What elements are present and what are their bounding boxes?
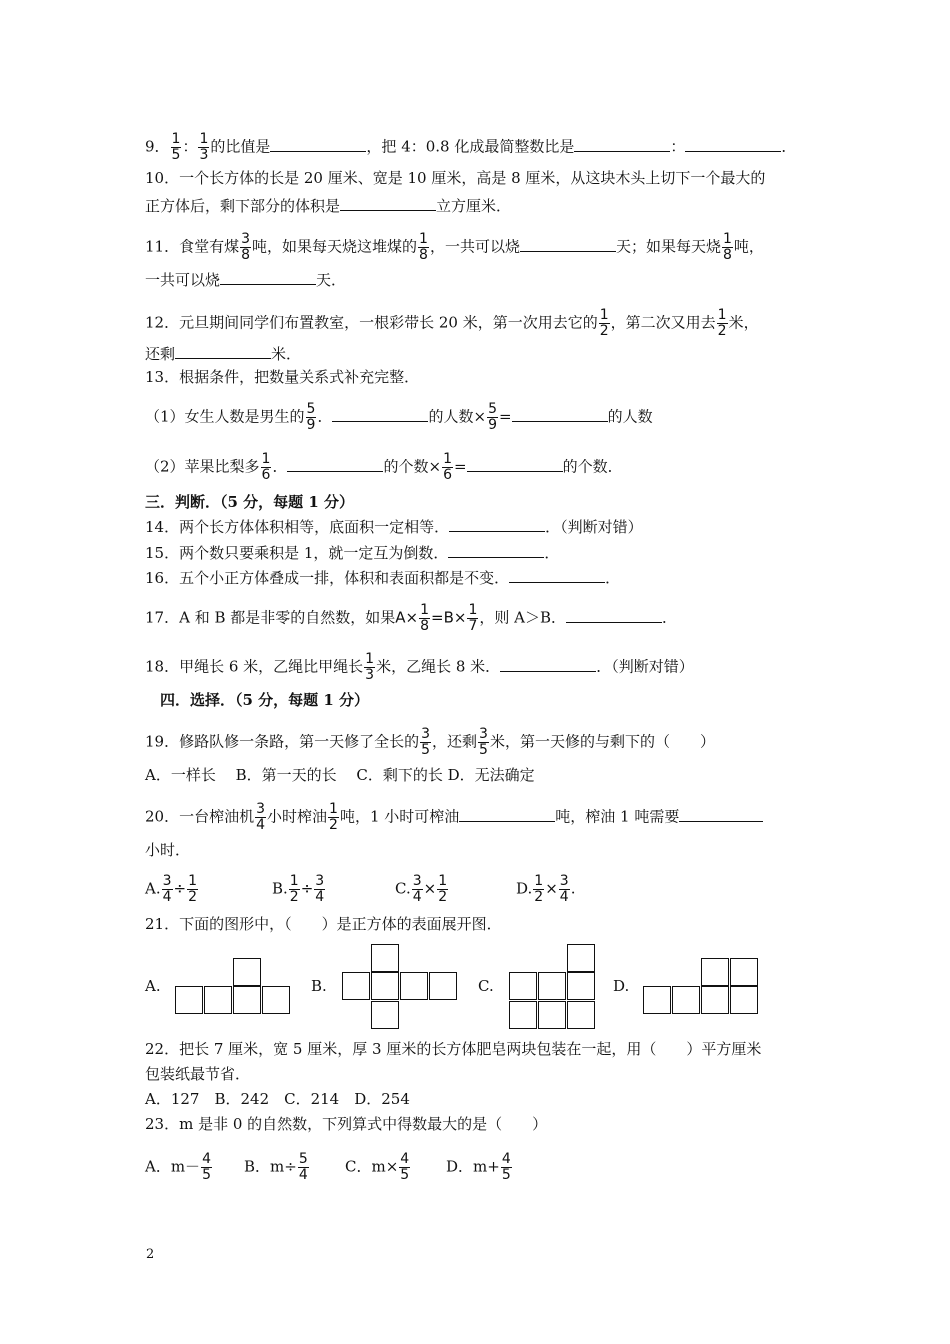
answer-blank[interactable] bbox=[449, 515, 545, 532]
net-square bbox=[643, 986, 671, 1014]
period: ． bbox=[605, 569, 621, 587]
fraction: $\frac{1}{2}$ bbox=[329, 801, 338, 833]
question-text: 小时榨油 bbox=[267, 807, 328, 826]
fraction: $\frac{4}{5}$ bbox=[202, 1151, 211, 1183]
period: ． bbox=[317, 407, 333, 426]
question-10-line-2 bbox=[145, 194, 511, 216]
question-text: 一共可以烧 bbox=[145, 271, 221, 289]
net-square bbox=[509, 972, 537, 1000]
question-text: 米， bbox=[728, 313, 759, 332]
question-13-title: 13．根据条件，把数量关系式补充完整． bbox=[145, 368, 420, 386]
question-23-option-a[interactable] bbox=[145, 1152, 213, 1183]
fraction: $\frac{1}{2}$ bbox=[599, 307, 609, 339]
cube-net-option-a[interactable] bbox=[175, 958, 291, 1016]
question-text: 米，乙绳长 8 米． bbox=[376, 657, 501, 676]
fraction: $\frac{1}{8}$ bbox=[722, 231, 732, 263]
answer-blank[interactable] bbox=[520, 235, 616, 252]
answer-blank[interactable] bbox=[574, 135, 670, 152]
net-square bbox=[204, 986, 232, 1014]
question-text: 16．五个小正方体叠成一排，体积和表面积都是不变． bbox=[145, 569, 510, 587]
fraction: $\frac{3}{4}$ bbox=[559, 873, 569, 905]
question-text: 天． bbox=[316, 271, 347, 289]
question-text: ，第二次又用去 bbox=[610, 313, 716, 332]
question-13-part-1 bbox=[145, 402, 653, 433]
fraction: $\frac{1}{6}$ bbox=[261, 451, 271, 483]
fraction: $\frac{5}{9}$ bbox=[488, 401, 497, 433]
question-text: （2）苹果比梨多 bbox=[145, 457, 260, 476]
net-square bbox=[262, 986, 290, 1014]
question-text: 11．食堂有煤 bbox=[145, 237, 240, 256]
answer-blank[interactable] bbox=[459, 805, 555, 822]
option-label: A．m－ bbox=[145, 1157, 201, 1176]
question-text: 17．A 和 B 都是非零的自然数，如果 bbox=[145, 608, 396, 627]
question-12-line-2 bbox=[145, 342, 301, 364]
question-text: 15．两个数只要乘积是 1，就一定互为倒数． bbox=[145, 544, 449, 562]
period: ． bbox=[272, 457, 288, 476]
fraction: $\frac{1}{8}$ bbox=[419, 231, 428, 263]
answer-blank[interactable] bbox=[340, 194, 436, 211]
fraction: $\frac{1}{5}$ bbox=[171, 131, 181, 163]
question-text: 的人数 bbox=[607, 407, 653, 426]
fraction: $\frac{1}{3}$ bbox=[365, 651, 375, 683]
question-text: ．（判断对错） bbox=[545, 518, 643, 536]
question-21: 21．下面的图形中，（ ）是正方体的表面展开图． bbox=[145, 915, 502, 933]
net-square bbox=[538, 972, 566, 1000]
fraction: $\frac{3}{5}$ bbox=[421, 726, 431, 758]
question-15 bbox=[145, 541, 559, 563]
question-text: 的比值是 bbox=[210, 137, 271, 156]
question-number: 9． bbox=[145, 137, 170, 156]
option-label: C．m× bbox=[345, 1157, 399, 1176]
question-11-line-2 bbox=[145, 268, 346, 290]
question-text: 吨，榨油 1 吨需要 bbox=[555, 807, 680, 826]
option-label: B．m÷ bbox=[244, 1157, 297, 1176]
net-square bbox=[567, 944, 595, 972]
question-20-option-b[interactable] bbox=[272, 874, 326, 905]
fraction: $\frac{1}{2}$ bbox=[717, 307, 727, 339]
operator: ÷ bbox=[173, 879, 187, 898]
question-text: 12．元旦期间同学们布置教室，一根彩带长 20 米，第一次用去它的 bbox=[145, 313, 598, 332]
question-23-option-b[interactable] bbox=[244, 1152, 310, 1183]
question-19-options[interactable]: A．一样长 B．第一天的长 C．剩下的长 D．无法确定 bbox=[145, 766, 535, 784]
question-22-line-1: 22．把长 7 厘米，宽 5 厘米，厚 3 厘米的长方体肥皂两块包装在一起，用（ ）平方厘米 bbox=[145, 1040, 762, 1058]
question-10-line-1: 10．一个长方体的长是 20 厘米、宽是 10 厘米，高是 8 厘米，从这块木头上切下一个最大的 bbox=[145, 169, 766, 187]
operator: × bbox=[423, 879, 437, 898]
net-square bbox=[400, 972, 428, 1000]
net-square bbox=[233, 958, 261, 986]
question-text: ，一共可以烧 bbox=[429, 237, 520, 256]
net-square bbox=[730, 986, 758, 1014]
question-text: 14．两个长方体体积相等，底面积一定相等． bbox=[145, 518, 450, 536]
colon: ： bbox=[670, 137, 686, 156]
question-text: 立方厘米． bbox=[436, 197, 512, 215]
colon: ： bbox=[182, 137, 198, 156]
question-text: 的个数． bbox=[562, 457, 623, 476]
question-14 bbox=[145, 515, 643, 537]
net-square bbox=[509, 1001, 537, 1029]
question-text: 还剩 bbox=[145, 345, 176, 363]
cube-net-option-d[interactable] bbox=[643, 958, 759, 1016]
question-22-options[interactable]: A．127 B．242 C．214 D．254 bbox=[145, 1090, 410, 1108]
question-text: ，还剩 bbox=[432, 732, 478, 751]
period: ． bbox=[544, 544, 560, 562]
option-a-label[interactable]: A. bbox=[145, 977, 161, 995]
section-4-heading: 四．选择．（5 分，每题 1 分） bbox=[160, 691, 370, 709]
equals-sign: = bbox=[498, 407, 512, 426]
fraction: $\frac{4}{5}$ bbox=[400, 1151, 410, 1183]
answer-blank[interactable] bbox=[509, 566, 605, 583]
question-23-option-c[interactable] bbox=[345, 1152, 411, 1183]
net-square bbox=[429, 972, 457, 1000]
question-9 bbox=[145, 132, 796, 163]
fraction: $\frac{1}{6}$ bbox=[443, 451, 452, 483]
question-text: 19．修路队修一条路，第一天修了全长的 bbox=[145, 732, 420, 751]
answer-blank[interactable] bbox=[175, 342, 271, 359]
question-13-part-2 bbox=[145, 452, 623, 483]
fraction: $\frac{5}{4}$ bbox=[298, 1151, 308, 1183]
fraction: $\frac{1}{2}$ bbox=[289, 873, 299, 905]
question-23: 23．m 是非 0 的自然数，下列算式中得数最大的是（ ） bbox=[145, 1115, 548, 1133]
operator: ÷ bbox=[300, 879, 314, 898]
net-square bbox=[371, 1001, 399, 1029]
fraction: $\frac{1}{3}$ bbox=[199, 131, 209, 163]
net-square bbox=[672, 986, 700, 1014]
question-text: 正方体后，剩下部分的体积是 bbox=[145, 197, 341, 215]
question-20-option-d[interactable] bbox=[516, 874, 575, 905]
question-text: ，则 A＞B． bbox=[479, 608, 566, 627]
net-square bbox=[701, 958, 729, 986]
question-text: 米，第一天修的与剩下的（ ） bbox=[489, 732, 715, 751]
question-20-option-c[interactable] bbox=[395, 874, 449, 905]
option-b-label[interactable]: B. bbox=[311, 977, 327, 995]
option-label: A. bbox=[145, 879, 161, 898]
section-3-heading: 三．判断．（5 分，每题 1 分） bbox=[145, 493, 355, 511]
fraction: $\frac{1}{7}$ bbox=[468, 602, 478, 634]
answer-blank[interactable] bbox=[270, 135, 366, 152]
question-text: 天；如果每天烧 bbox=[615, 237, 721, 256]
math-expression: A× bbox=[395, 608, 419, 627]
option-label: D. bbox=[516, 879, 533, 898]
fraction: $\frac{3}{4}$ bbox=[162, 873, 172, 905]
fraction: $\frac{3}{4}$ bbox=[315, 873, 325, 905]
option-label: D．m+ bbox=[446, 1157, 500, 1176]
question-text: ．（判断对错） bbox=[596, 657, 694, 676]
question-text: 米． bbox=[271, 345, 302, 363]
option-label: B. bbox=[272, 879, 288, 898]
question-20-line-1 bbox=[145, 802, 763, 833]
answer-blank[interactable] bbox=[679, 805, 763, 822]
net-square bbox=[175, 986, 203, 1014]
question-text: （1）女生人数是男生的 bbox=[145, 407, 305, 426]
fraction: $\frac{1}{2}$ bbox=[534, 873, 544, 905]
question-text: ，把 4：0.8 化成最简整数比是 bbox=[366, 137, 575, 156]
question-text: 吨，1 小时可榨油 bbox=[339, 807, 460, 826]
fraction: $\frac{5}{9}$ bbox=[306, 401, 316, 433]
cube-net-option-c[interactable] bbox=[509, 944, 596, 1030]
question-text: 20．一台榨油机 bbox=[145, 807, 255, 826]
fraction: $\frac{1}{2}$ bbox=[188, 873, 198, 905]
fraction: $\frac{3}{5}$ bbox=[479, 726, 488, 758]
question-text: 18．甲绳长 6 米，乙绳比甲绳长 bbox=[145, 657, 364, 676]
question-19 bbox=[145, 727, 715, 758]
question-text: 的个数× bbox=[383, 457, 442, 476]
question-text: 吨，如果每天烧这堆煤的 bbox=[252, 237, 418, 256]
option-c-label[interactable]: C. bbox=[478, 977, 494, 995]
question-text: 吨， bbox=[733, 237, 764, 256]
cube-net-option-b[interactable] bbox=[342, 944, 458, 1030]
question-20-line-2: 小时． bbox=[145, 841, 191, 859]
question-text: 的人数× bbox=[428, 407, 487, 426]
operator: × bbox=[545, 879, 558, 898]
question-22-line-2: 包装纸最节省． bbox=[145, 1065, 251, 1083]
period: ． bbox=[781, 137, 797, 156]
net-square bbox=[567, 972, 595, 1000]
answer-blank[interactable] bbox=[685, 135, 781, 152]
question-20-option-a[interactable] bbox=[145, 874, 199, 905]
fraction: $\frac{3}{4}$ bbox=[256, 801, 266, 833]
net-square bbox=[371, 944, 399, 972]
net-square bbox=[538, 1001, 566, 1029]
net-square bbox=[342, 972, 370, 1000]
answer-blank[interactable] bbox=[220, 268, 316, 285]
page-number: 2 bbox=[146, 1247, 155, 1262]
net-square bbox=[701, 986, 729, 1014]
option-label: C. bbox=[395, 879, 411, 898]
net-square bbox=[730, 958, 758, 986]
net-square bbox=[567, 1001, 595, 1029]
answer-blank[interactable] bbox=[467, 455, 563, 472]
question-17 bbox=[145, 603, 677, 634]
answer-blank[interactable] bbox=[287, 455, 383, 472]
math-expression: =B× bbox=[431, 608, 467, 627]
fraction: $\frac{3}{4}$ bbox=[412, 873, 422, 905]
fraction: $\frac{4}{5}$ bbox=[501, 1151, 511, 1183]
equals-sign: = bbox=[453, 457, 467, 476]
period: ． bbox=[662, 608, 678, 627]
option-d-label[interactable]: D. bbox=[613, 977, 630, 995]
question-18 bbox=[145, 652, 694, 683]
fraction: $\frac{3}{8}$ bbox=[241, 231, 251, 263]
question-11-line-1 bbox=[145, 232, 764, 263]
fraction: $\frac{1}{8}$ bbox=[420, 602, 430, 634]
answer-blank[interactable] bbox=[500, 655, 596, 672]
fraction: $\frac{1}{2}$ bbox=[438, 873, 448, 905]
question-23-option-d[interactable] bbox=[446, 1152, 513, 1183]
answer-blank[interactable] bbox=[448, 541, 544, 558]
answer-blank[interactable] bbox=[566, 606, 662, 623]
net-square bbox=[233, 986, 261, 1014]
question-12-line-1 bbox=[145, 308, 759, 339]
net-square bbox=[371, 972, 399, 1000]
period: . bbox=[570, 879, 576, 898]
question-16 bbox=[145, 566, 620, 588]
answer-blank[interactable] bbox=[512, 405, 608, 422]
answer-blank[interactable] bbox=[332, 405, 428, 422]
